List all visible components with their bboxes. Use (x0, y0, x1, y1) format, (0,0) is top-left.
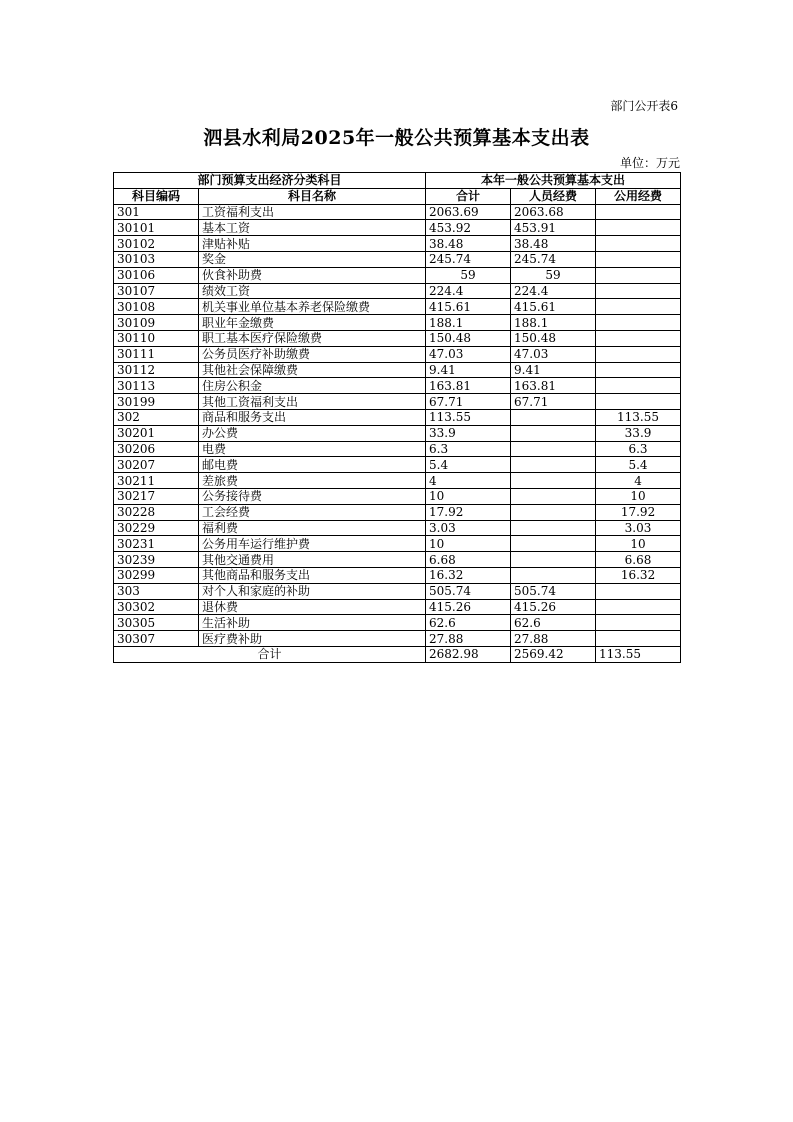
row-personnel: 163.81 (511, 378, 596, 394)
row-public (596, 394, 681, 410)
total-cell-public: 113.55 (596, 646, 681, 662)
row-public (596, 583, 681, 599)
header-personnel: 人员经费 (511, 188, 596, 204)
row-name: 奖金 (199, 251, 426, 267)
row-code: 30102 (114, 236, 199, 252)
row-public (596, 251, 681, 267)
row-code: 30206 (114, 441, 199, 457)
row-name: 电费 (199, 441, 426, 457)
row-name: 基本工资 (199, 220, 426, 236)
row-code: 302 (114, 409, 199, 425)
row-total: 33.9 (426, 425, 511, 441)
table-row (114, 362, 681, 378)
row-personnel (511, 552, 596, 568)
row-personnel: 415.26 (511, 599, 596, 615)
row-personnel: 245.74 (511, 251, 596, 267)
row-name: 伙食补助费 (199, 267, 426, 283)
row-total: 6.3 (426, 441, 511, 457)
row-name: 绩效工资 (199, 283, 426, 299)
row-code: 30229 (114, 520, 199, 536)
row-total: 38.48 (426, 236, 511, 252)
row-total: 67.71 (426, 394, 511, 410)
row-code: 30101 (114, 220, 199, 236)
row-total: 245.74 (426, 251, 511, 267)
row-personnel: 505.74 (511, 583, 596, 599)
header-code: 科目编码 (114, 188, 199, 204)
total-row (114, 646, 681, 662)
row-personnel (511, 536, 596, 552)
row-personnel: 27.88 (511, 631, 596, 647)
row-total: 17.92 (426, 504, 511, 520)
table-row (114, 378, 681, 394)
row-public (596, 330, 681, 346)
row-code: 30108 (114, 299, 199, 315)
unit-label: 单位：万元 (619, 156, 680, 170)
row-total: 150.48 (426, 330, 511, 346)
row-public (596, 283, 681, 299)
table-row (114, 488, 681, 504)
row-code: 30239 (114, 552, 199, 568)
row-code: 303 (114, 583, 199, 599)
row-public (596, 315, 681, 331)
row-total: 10 (426, 488, 511, 504)
row-total: 62.6 (426, 615, 511, 631)
row-personnel (511, 520, 596, 536)
row-code: 30106 (114, 267, 199, 283)
row-total: 16.32 (426, 567, 511, 583)
row-personnel: 67.71 (511, 394, 596, 410)
row-name: 住房公积金 (199, 378, 426, 394)
row-public: 3.03 (596, 520, 681, 536)
row-name: 生活补助 (199, 615, 426, 631)
row-total: 5.4 (426, 457, 511, 473)
table-row (114, 583, 681, 599)
row-personnel: 150.48 (511, 330, 596, 346)
row-personnel: 62.6 (511, 615, 596, 631)
row-name: 职工基本医疗保险缴费 (199, 330, 426, 346)
row-public: 6.68 (596, 552, 681, 568)
row-public (596, 362, 681, 378)
table-body (114, 204, 681, 646)
row-name: 工资福利支出 (199, 204, 426, 220)
row-personnel: 188.1 (511, 315, 596, 331)
header-total: 合计 (426, 188, 511, 204)
row-public: 4 (596, 473, 681, 489)
row-public (596, 346, 681, 362)
table-row (114, 599, 681, 615)
row-public: 113.55 (596, 409, 681, 425)
table-row (114, 409, 681, 425)
row-public: 6.3 (596, 441, 681, 457)
row-public (596, 631, 681, 647)
row-name: 医疗费补助 (199, 631, 426, 647)
table-row (114, 520, 681, 536)
total-cell-total: 2682.98 (426, 646, 511, 662)
row-total: 415.61 (426, 299, 511, 315)
row-code: 30113 (114, 378, 199, 394)
row-personnel (511, 567, 596, 583)
row-name: 办公费 (199, 425, 426, 441)
row-total: 27.88 (426, 631, 511, 647)
row-personnel: 9.41 (511, 362, 596, 378)
row-personnel (511, 457, 596, 473)
table-row (114, 220, 681, 236)
row-total: 47.03 (426, 346, 511, 362)
table-row (114, 299, 681, 315)
row-name: 其他交通费用 (199, 552, 426, 568)
table-row (114, 346, 681, 362)
row-code: 30110 (114, 330, 199, 346)
row-name: 对个人和家庭的补助 (199, 583, 426, 599)
row-public: 10 (596, 536, 681, 552)
row-public (596, 599, 681, 615)
row-name: 公务用车运行维护费 (199, 536, 426, 552)
table-row (114, 567, 681, 583)
row-name: 其他社会保障缴费 (199, 362, 426, 378)
table-row (114, 267, 681, 283)
row-personnel: 47.03 (511, 346, 596, 362)
table-row (114, 457, 681, 473)
row-code: 30302 (114, 599, 199, 615)
row-public (596, 267, 681, 283)
row-code: 30299 (114, 567, 199, 583)
row-total: 163.81 (426, 378, 511, 394)
page-title: 泗县水利局2025年一般公共预算基本支出表 (203, 127, 590, 149)
table-row (114, 251, 681, 267)
row-total: 4 (426, 473, 511, 489)
table-row (114, 330, 681, 346)
row-personnel: 415.61 (511, 299, 596, 315)
row-total: 224.4 (426, 283, 511, 299)
row-code: 30307 (114, 631, 199, 647)
row-public (596, 220, 681, 236)
row-public (596, 378, 681, 394)
row-total: 113.55 (426, 409, 511, 425)
row-code: 30103 (114, 251, 199, 267)
row-code: 30199 (114, 394, 199, 410)
budget-table (113, 172, 681, 663)
table-number: 部门公开表6 (610, 99, 678, 113)
row-personnel: 59 (511, 267, 596, 283)
table-row (114, 236, 681, 252)
row-personnel (511, 473, 596, 489)
total-label: 合计 (114, 646, 426, 662)
row-name: 退休费 (199, 599, 426, 615)
row-name: 公务员医疗补助缴费 (199, 346, 426, 362)
row-personnel (511, 425, 596, 441)
table-row (114, 394, 681, 410)
row-total: 2063.69 (426, 204, 511, 220)
header-group-econ-class: 部门预算支出经济分类科目 (114, 173, 426, 189)
row-public: 5.4 (596, 457, 681, 473)
row-name: 公务接待费 (199, 488, 426, 504)
row-personnel: 453.91 (511, 220, 596, 236)
row-public (596, 236, 681, 252)
row-personnel (511, 504, 596, 520)
row-code: 30201 (114, 425, 199, 441)
row-public (596, 204, 681, 220)
row-code: 301 (114, 204, 199, 220)
row-code: 30207 (114, 457, 199, 473)
row-name: 邮电费 (199, 457, 426, 473)
row-code: 30228 (114, 504, 199, 520)
row-name: 津贴补贴 (199, 236, 426, 252)
table-row (114, 441, 681, 457)
row-public: 33.9 (596, 425, 681, 441)
row-name: 职业年金缴费 (199, 315, 426, 331)
table-row (114, 283, 681, 299)
table-row (114, 536, 681, 552)
table-row (114, 204, 681, 220)
table-row (114, 631, 681, 647)
row-name: 机关事业单位基本养老保险缴费 (199, 299, 426, 315)
table-row (114, 425, 681, 441)
row-public: 10 (596, 488, 681, 504)
row-code: 30109 (114, 315, 199, 331)
row-public: 17.92 (596, 504, 681, 520)
table-row (114, 315, 681, 331)
table-row (114, 504, 681, 520)
row-name: 其他商品和服务支出 (199, 567, 426, 583)
row-code: 30305 (114, 615, 199, 631)
row-personnel: 38.48 (511, 236, 596, 252)
row-personnel: 224.4 (511, 283, 596, 299)
row-code: 30231 (114, 536, 199, 552)
row-personnel (511, 409, 596, 425)
row-public: 16.32 (596, 567, 681, 583)
header-name: 科目名称 (199, 188, 426, 204)
row-total: 9.41 (426, 362, 511, 378)
row-total: 59 (426, 267, 511, 283)
row-personnel: 2063.68 (511, 204, 596, 220)
table-footer (114, 646, 681, 662)
row-code: 30112 (114, 362, 199, 378)
row-public (596, 299, 681, 315)
table-header (114, 173, 681, 205)
row-name: 差旅费 (199, 473, 426, 489)
row-total: 3.03 (426, 520, 511, 536)
row-total: 415.26 (426, 599, 511, 615)
row-total: 188.1 (426, 315, 511, 331)
table-row (114, 552, 681, 568)
row-name: 商品和服务支出 (199, 409, 426, 425)
total-cell-personnel: 2569.42 (511, 646, 596, 662)
row-total: 10 (426, 536, 511, 552)
row-name: 福利费 (199, 520, 426, 536)
row-name: 工会经费 (199, 504, 426, 520)
row-public (596, 615, 681, 631)
table-row (114, 615, 681, 631)
header-group-budget: 本年一般公共预算基本支出 (426, 173, 681, 189)
row-code: 30111 (114, 346, 199, 362)
row-code: 30217 (114, 488, 199, 504)
row-code: 30211 (114, 473, 199, 489)
row-total: 505.74 (426, 583, 511, 599)
row-code: 30107 (114, 283, 199, 299)
row-personnel (511, 488, 596, 504)
row-total: 6.68 (426, 552, 511, 568)
row-name: 其他工资福利支出 (199, 394, 426, 410)
header-public: 公用经费 (596, 188, 681, 204)
table-row (114, 473, 681, 489)
row-personnel (511, 441, 596, 457)
row-total: 453.92 (426, 220, 511, 236)
